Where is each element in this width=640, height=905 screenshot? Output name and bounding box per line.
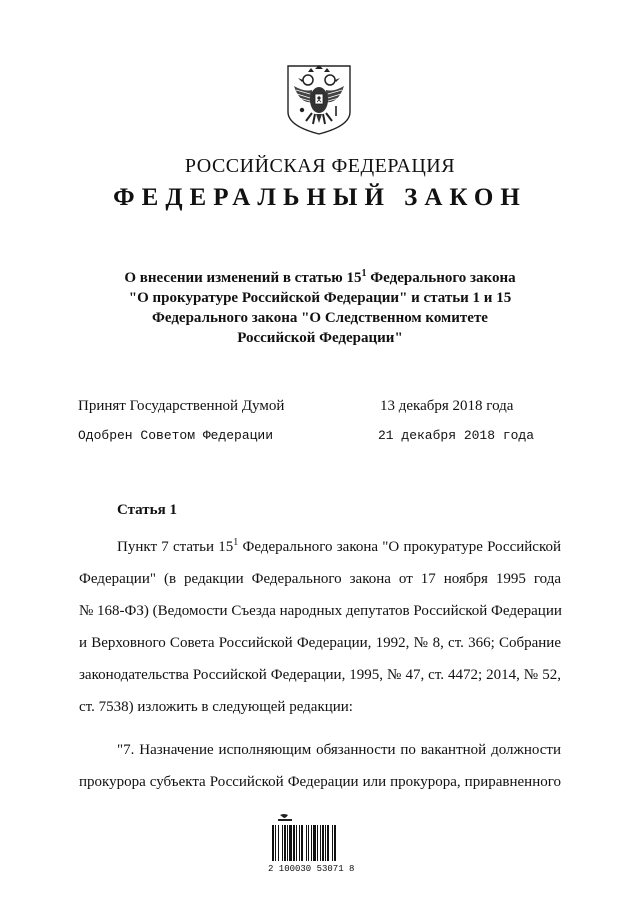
paragraph-line: № 168-ФЗ) (Ведомости Съезда народных депутатов Российской Федерации [79,603,562,619]
barcode-bar [325,825,326,861]
barcode-bar [332,825,333,861]
law-title [80,268,560,348]
paragraph-line: Федерации" (в редакции Федерального закона от 17 ноября 1995 года [79,571,561,587]
paragraph-line: "7. Назначение исполняющим обязанности по вакантной должности [117,742,561,758]
barcode-bar [311,825,312,861]
barcode-bar [322,825,324,861]
barcode-bar [287,825,288,861]
adopted-date: 13 декабря 2018 года [380,398,514,414]
law-title-text: Федерального закона [366,270,516,286]
paragraph-text: Пункт 7 статьи 15 [117,539,234,555]
paragraph-line: законодательства Российской Федерации, 1995, № 47, ст. 4472; 2014, № 52, [79,667,561,683]
paragraph-line: ст. 7538) изложить в следующей редакции: [79,699,353,715]
superscript: 1 [361,268,367,279]
law-title-line: "О прокуратуре Российской Федерации" и статьи 1 и 15 [128,290,512,306]
barcode-bar [289,825,292,861]
paragraph-text: Федерального закона "О прокуратуре Российской [238,539,561,555]
paragraph-line: и Верховного Совета Российской Федерации, 1992, № 8, ст. 366; Собрание [79,635,561,651]
barcode-icon [268,813,360,863]
barcode-bar [278,825,279,861]
barcode-bar [296,825,297,861]
document-type: ФЕДЕРАЛЬНЫЙ ЗАКОН [113,184,527,211]
barcode-bar [313,825,316,861]
law-title-text: О внесении изменений в статью 15 [124,270,362,286]
barcode-bar [301,825,303,861]
country-name: РОССИЙСКАЯ ФЕДЕРАЦИЯ [184,155,456,177]
barcode-bar [306,825,307,861]
barcode-number: 2 100030 53071 8 [268,864,355,874]
barcode-bar [317,825,318,861]
paragraph-line [79,537,561,557]
barcode-bar [320,825,321,861]
barcode-bar [272,825,274,861]
approved-date: 21 декабря 2018 года [378,428,535,443]
barcode-bar [327,825,329,861]
barcode-bar [275,825,276,861]
approved-by-council-label: Одобрен Советом Федерации [78,428,274,443]
barcode-bar [293,825,295,861]
paragraph-line: прокурора субъекта Российской Федерации или прокурора, приравненного [79,774,561,790]
superscript: 1 [233,537,239,548]
law-title-line [80,268,560,288]
coat-of-arms-emblem [286,64,352,136]
law-title-line: Российской Федерации" [237,330,403,346]
adopted-by-duma-label: Принят Государственной Думой [78,398,285,414]
barcode-bar [284,825,286,861]
barcode-bar [308,825,309,861]
law-title-line: Федерального закона "О Следственном комитете [152,310,488,326]
barcode-bar [299,825,300,861]
article-heading: Статья 1 [117,502,177,518]
barcode-bar [282,825,283,861]
barcode-bar [334,825,336,861]
double-headed-eagle-icon [286,64,352,136]
